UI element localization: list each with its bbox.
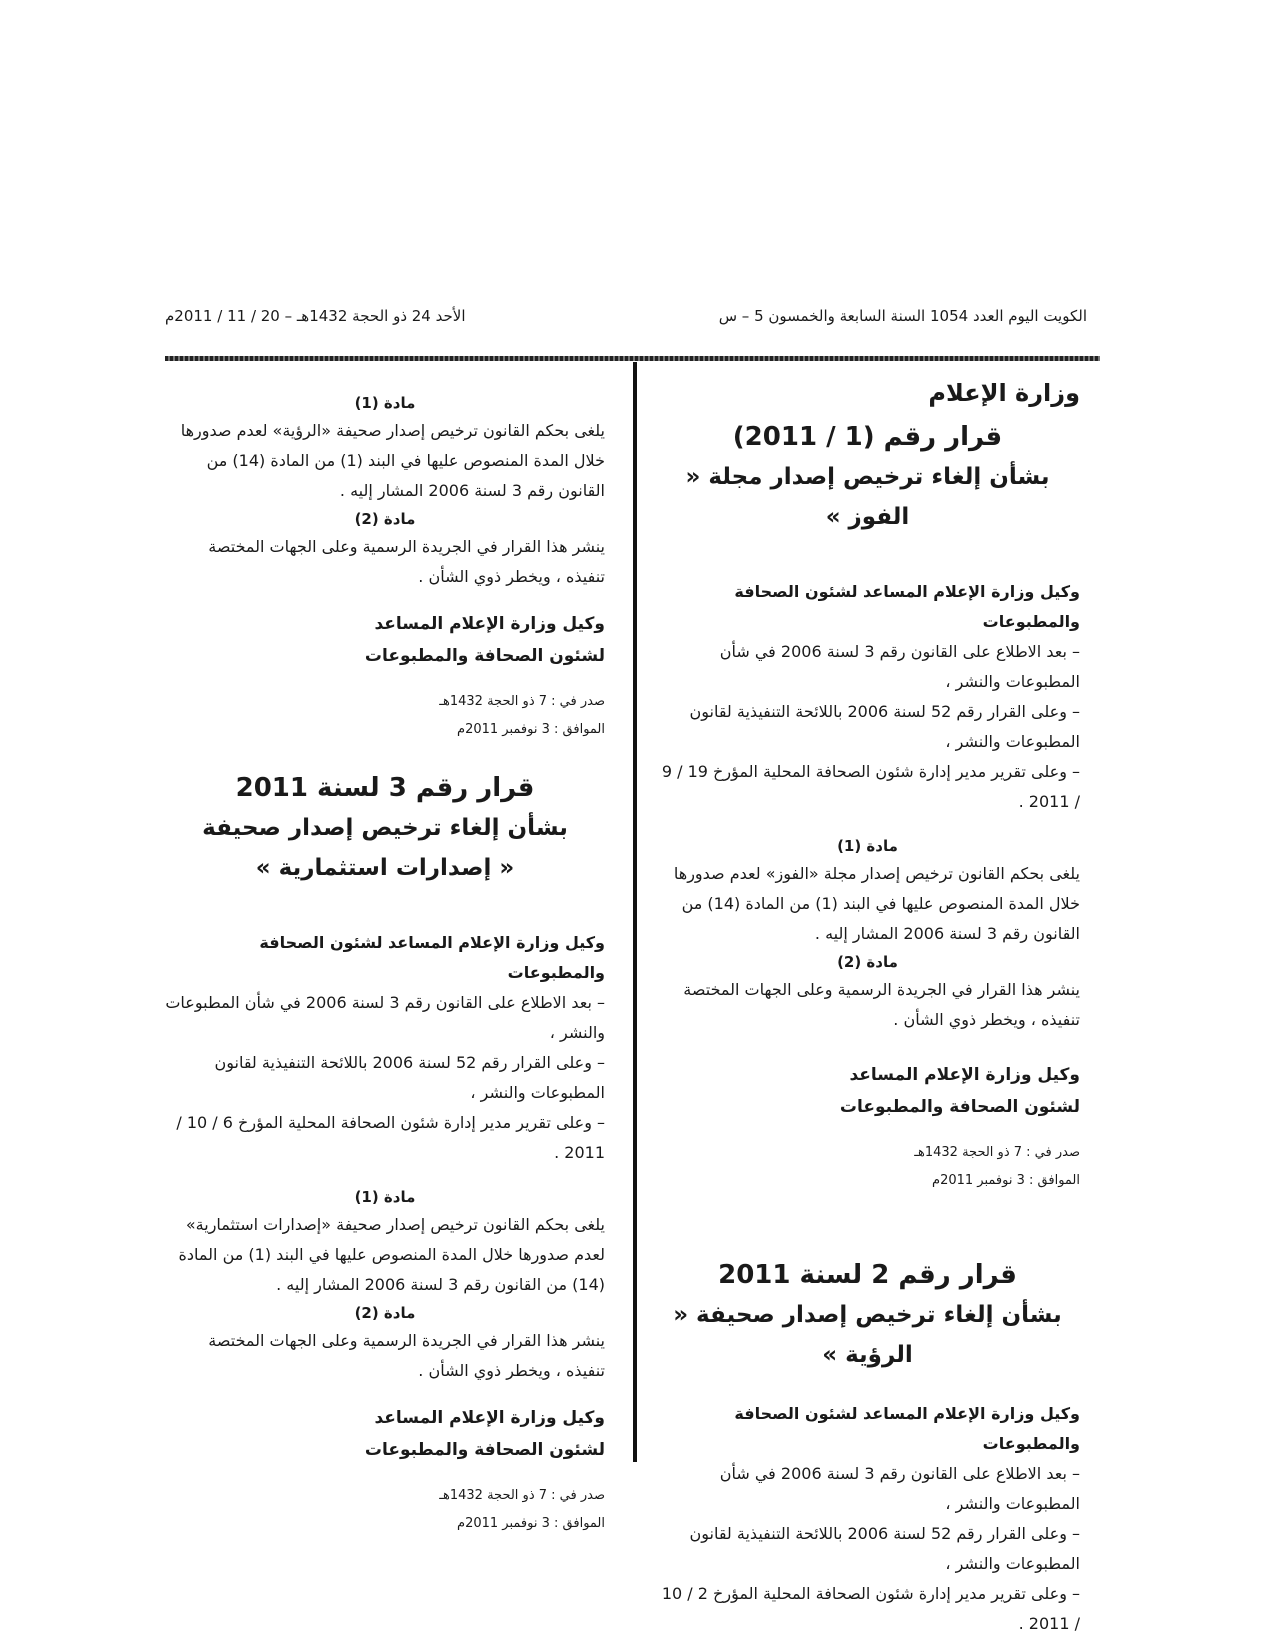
signature-line: لشئون الصحافة والمطبوعات <box>364 646 605 666</box>
decision-3 <box>165 768 605 1538</box>
decision-subject-name: « إصدارات استثمارية » <box>255 855 515 881</box>
preamble-item: – وعلى القرار رقم 52 لسنة 2006 باللائحة التنفيذية لقانون المطبوعات والنشر ، <box>214 1053 605 1102</box>
article-text: ينشر هذا القرار في الجريدة الرسمية وعلى الجهات المختصة تنفيذه ، ويخطر ذوي الشأن . <box>683 980 1080 1029</box>
decision-subject: بشأن إلغاء ترخيص إصدار مجلة « الفوز » <box>685 464 1050 530</box>
preamble-item: – وعلى تقرير مدير إدارة شئون الصحافة المحلية المؤرخ 6 / 10 / 2011 . <box>176 1113 605 1162</box>
issue-date: صدر في : 7 ذو الحجة 1432هـ <box>439 694 605 709</box>
decision-2 <box>655 1255 1080 1639</box>
article-text: يلغى بحكم القانون ترخيص إصدار صحيفة «إصدارات استثمارية» لعدم صدورها خلال المدة المنصوص عليها في البند (1) من المادة (14) من القانون رقم 3 لسنة 2006 المشار إليه . <box>178 1215 605 1294</box>
decision-1 <box>655 417 1080 1195</box>
preamble-item: – وعلى القرار رقم 52 لسنة 2006 باللائحة التنفيذية لقانون المطبوعات والنشر ، <box>689 1524 1080 1573</box>
article-text: ينشر هذا القرار في الجريدة الرسمية وعلى الجهات المختصة تنفيذه ، ويخطر ذوي الشأن . <box>208 1331 605 1380</box>
decision-title: قرار رقم (1 / 2011) <box>732 422 1003 452</box>
article-text: ينشر هذا القرار في الجريدة الرسمية وعلى الجهات المختصة تنفيذه ، ويخطر ذوي الشأن . <box>208 537 605 586</box>
corresponding-date: الموافق : 3 نوفمبر 2011م <box>457 1516 605 1531</box>
corresponding-date: الموافق : 3 نوفمبر 2011م <box>457 722 605 737</box>
issue-date: صدر في : 7 ذو الحجة 1432هـ <box>914 1145 1080 1160</box>
preamble-heading: وكيل وزارة الإعلام المساعد لشئون الصحافة والمطبوعات <box>734 1404 1080 1453</box>
signature-line: وكيل وزارة الإعلام المساعد <box>374 1408 605 1428</box>
signature-line: وكيل وزارة الإعلام المساعد <box>849 1065 1080 1085</box>
preamble-heading: وكيل وزارة الإعلام المساعد لشئون الصحافة والمطبوعات <box>734 582 1080 631</box>
preamble-item: – بعد الاطلاع على القانون رقم 3 لسنة 2006 في شأن المطبوعات والنشر ، <box>719 1464 1080 1513</box>
header-issue-info: الكويت اليوم العدد 1054 السنة السابعة والخمسون 5 – س <box>718 307 1087 325</box>
preamble-item: – بعد الاطلاع على القانون رقم 3 لسنة 2006 في شأن المطبوعات والنشر ، <box>719 642 1080 691</box>
article-label: مادة (1) <box>837 837 898 855</box>
article-label: مادة (2) <box>354 510 416 528</box>
decision-subject: بشأن إلغاء ترخيص إصدار صحيفة « الرؤية » <box>673 1302 1062 1368</box>
preamble-item: – بعد الاطلاع على القانون رقم 3 لسنة 2006 في شأن المطبوعات والنشر ، <box>165 993 605 1042</box>
signature-line: لشئون الصحافة والمطبوعات <box>839 1097 1080 1117</box>
decision-subject: بشأن إلغاء ترخيص إصدار صحيفة <box>202 815 568 841</box>
article-label: مادة (1) <box>354 1188 416 1206</box>
preamble-item: – وعلى تقرير مدير إدارة شئون الصحافة المحلية المؤرخ 19 / 9 / 2011 . <box>661 762 1080 811</box>
signature-line: وكيل وزارة الإعلام المساعد <box>374 614 605 634</box>
signature-line: لشئون الصحافة والمطبوعات <box>364 1440 605 1460</box>
header-rule <box>165 356 1100 361</box>
article-label: مادة (2) <box>354 1304 416 1322</box>
decision-title: قرار رقم 3 لسنة 2011 <box>235 773 535 803</box>
article-label: مادة (2) <box>837 953 898 971</box>
corresponding-date: الموافق : 3 نوفمبر 2011م <box>932 1173 1080 1188</box>
preamble-heading: وكيل وزارة الإعلام المساعد لشئون الصحافة والمطبوعات <box>259 933 605 982</box>
issue-date: صدر في : 7 ذو الحجة 1432هـ <box>439 1488 605 1503</box>
preamble-item: – وعلى القرار رقم 52 لسنة 2006 باللائحة التنفيذية لقانون المطبوعات والنشر ، <box>689 702 1080 751</box>
article-text: يلغى بحكم القانون ترخيص إصدار مجلة «الفوز» لعدم صدورها خلال المدة المنصوص عليها في البند (1) من المادة (14) من القانون رقم 3 لسنة 2006 المشار إليه . <box>673 864 1080 943</box>
article-text: يلغى بحكم القانون ترخيص إصدار صحيفة «الرؤية» لعدم صدورها خلال المدة المنصوص عليها في البند (1) من المادة (14) من القانون رقم 3 لسنة 2006 المشار إليه . <box>180 421 605 500</box>
decision-title: قرار رقم 2 لسنة 2011 <box>718 1260 1017 1290</box>
ministry-name: وزارة الإعلام <box>928 379 1080 407</box>
article-label: مادة (1) <box>354 394 416 412</box>
right-column <box>655 375 1080 1639</box>
preamble-item: – وعلى تقرير مدير إدارة شئون الصحافة المحلية المؤرخ 2 / 10 / 2011 . <box>661 1584 1080 1633</box>
decision-2-continued <box>165 390 605 744</box>
column-divider <box>633 362 637 1462</box>
left-column <box>165 390 605 1538</box>
header-date: الأحد 24 ذو الحجة 1432هـ – 20 / 11 / 2011م <box>165 307 466 325</box>
